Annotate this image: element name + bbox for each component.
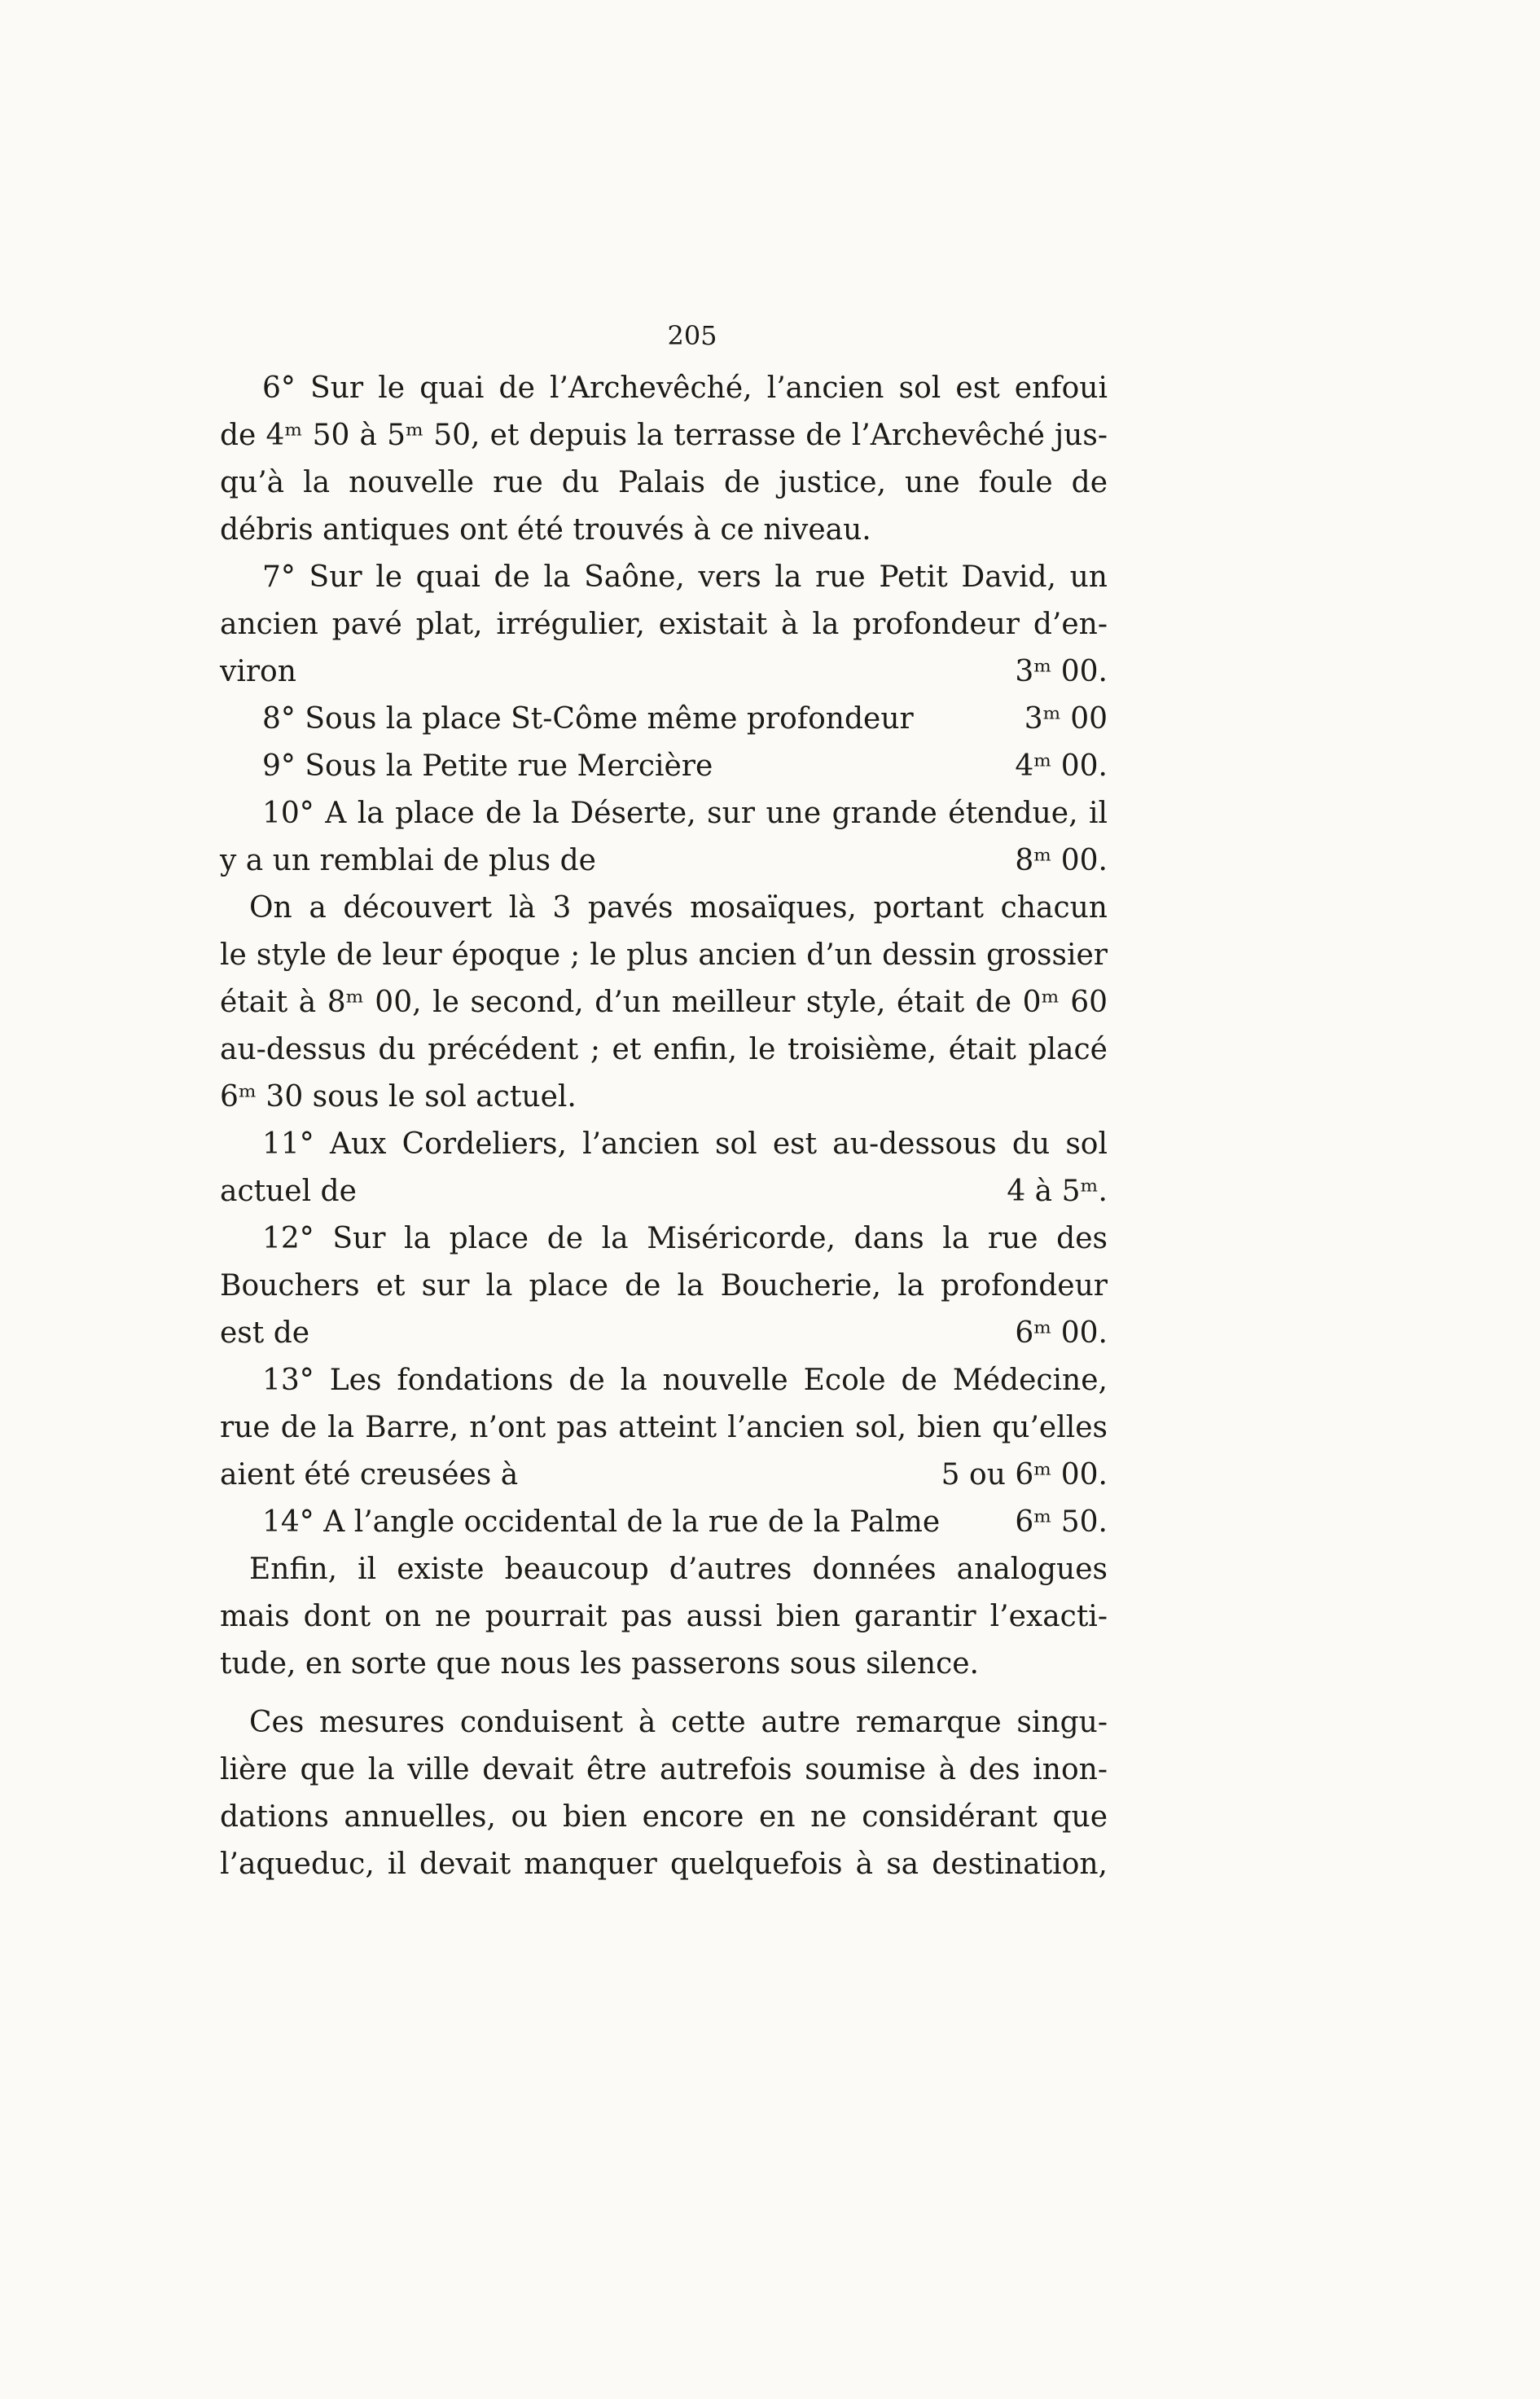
measure-value: 8ᵐ 00. bbox=[1015, 844, 1108, 877]
measure-value: 4ᵐ 00. bbox=[1015, 749, 1108, 783]
measure-value: 3ᵐ 00. bbox=[1015, 655, 1108, 688]
measure-value: 4 à 5ᵐ. bbox=[1007, 1175, 1108, 1208]
text-line: de 4ᵐ 50 à 5ᵐ 50, et depuis la terrasse de l’Archevêché jus- bbox=[220, 419, 1108, 452]
measure-line bbox=[220, 696, 1108, 743]
text-line: débris antiques ont été trouvés à ce niveau. bbox=[220, 513, 871, 547]
text-line: rue de la Barre, n’ont pas atteint l’ancien sol, bien qu’elles bbox=[220, 1411, 1108, 1444]
measure-text: 14° A l’angle occidental de la rue de la Palme bbox=[262, 1505, 941, 1539]
text-line: 7° Sur le quai de la Saône, vers la rue Petit David, un bbox=[262, 560, 1108, 594]
text-line: 12° Sur la place de la Miséricorde, dans la rue des bbox=[262, 1222, 1108, 1255]
text-line: l’aqueduc, il devait manquer quelquefois à sa destination, bbox=[220, 1848, 1108, 1881]
text-line: ancien pavé plat, irrégulier, existait à la profondeur d’en- bbox=[220, 608, 1108, 641]
measure-text: 9° Sous la Petite rue Mercière bbox=[262, 749, 713, 783]
text-line: était à 8ᵐ 00, le second, d’un meilleur style, était de 0ᵐ 60 bbox=[220, 986, 1108, 1019]
text-line: au-dessus du précédent ; et enfin, le troisième, était placé bbox=[220, 1033, 1108, 1066]
text-line: mais dont on ne pourrait pas aussi bien garantir l’exacti- bbox=[220, 1600, 1108, 1633]
measure-line bbox=[220, 1499, 1108, 1546]
measure-line bbox=[220, 1452, 1108, 1499]
text-line: 11° Aux Cordeliers, l’ancien sol est au-dessous du sol bbox=[262, 1127, 1108, 1161]
measure-value: 6ᵐ 00. bbox=[1015, 1316, 1108, 1350]
measure-text: y a un remblai de plus de bbox=[220, 844, 596, 877]
measure-text: 8° Sous la place St-Côme même profondeur bbox=[262, 702, 914, 736]
measure-text: est de bbox=[220, 1316, 310, 1350]
measure-text: viron bbox=[220, 655, 296, 688]
page-text bbox=[220, 365, 1108, 1888]
measure-line bbox=[220, 837, 1108, 885]
text-line: On a découvert là 3 pavés mosaïques, portant chacun bbox=[249, 891, 1108, 925]
text-line: Bouchers et sur la place de la Boucherie, la profondeur bbox=[220, 1269, 1108, 1303]
text-line: dations annuelles, ou bien encore en ne considérant que bbox=[220, 1800, 1108, 1834]
measure-value: 5 ou 6ᵐ 00. bbox=[941, 1458, 1108, 1492]
text-line: 10° A la place de la Déserte, sur une grande étendue, il bbox=[262, 797, 1108, 830]
text-line: Ces mesures conduisent à cette autre remarque singu- bbox=[249, 1706, 1108, 1739]
text-line: lière que la ville devait être autrefois soumise à des inon- bbox=[220, 1753, 1108, 1786]
measure-line bbox=[220, 1168, 1108, 1215]
text-line: Enfin, il existe beaucoup d’autres données analogues bbox=[249, 1553, 1108, 1586]
measure-text: aient été creusées à bbox=[220, 1458, 519, 1492]
text-line: le style de leur époque ; le plus ancien d’un dessin grossier bbox=[220, 938, 1108, 972]
measure-line bbox=[220, 743, 1108, 790]
text-line: 6° Sur le quai de l’Archevêché, l’ancien sol est enfoui bbox=[262, 371, 1108, 405]
text-line: 6ᵐ 30 sous le sol actuel. bbox=[220, 1080, 577, 1114]
measure-text: actuel de bbox=[220, 1175, 357, 1208]
page-number: 205 bbox=[667, 320, 717, 351]
paragraph-gap bbox=[220, 1688, 1108, 1699]
text-line: tude, en sorte que nous les passerons sous silence. bbox=[220, 1647, 979, 1681]
measure-value: 6ᵐ 50. bbox=[1015, 1505, 1108, 1539]
measure-value: 3ᵐ 00 bbox=[1024, 702, 1108, 736]
text-line: 13° Les fondations de la nouvelle Ecole de Médecine, bbox=[262, 1364, 1108, 1397]
measure-line bbox=[220, 1310, 1108, 1357]
measure-line bbox=[220, 648, 1108, 696]
text-line: qu’à la nouvelle rue du Palais de justice, une foule de bbox=[220, 466, 1108, 499]
